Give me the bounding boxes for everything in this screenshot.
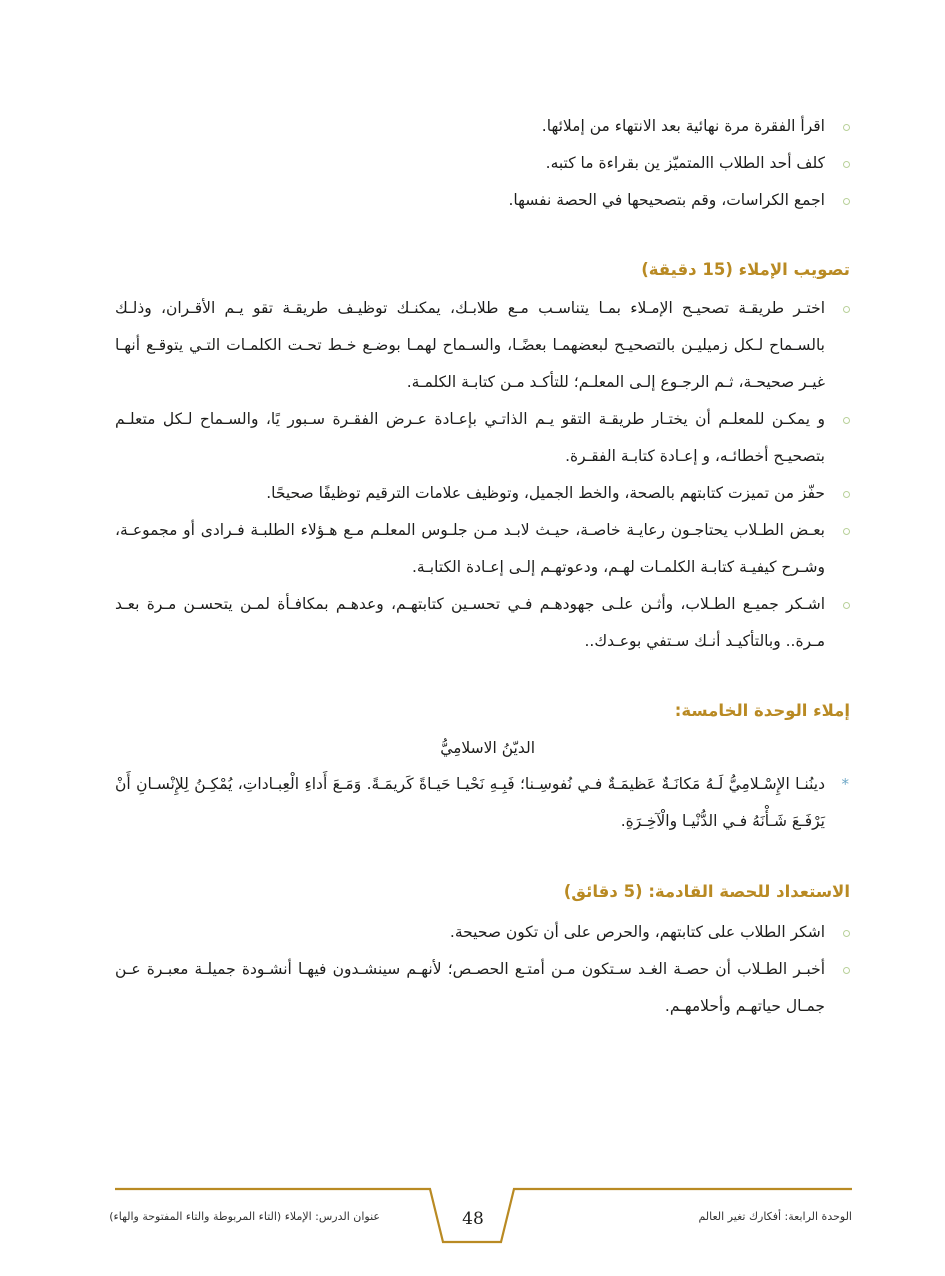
footer-lesson: عنوان الدرس: الإملاء (التاء المربوطة والتاء المفتوحة والهاء) <box>109 1210 380 1223</box>
correction-list <box>115 290 850 660</box>
bullet-circle-icon <box>843 198 850 205</box>
list-item <box>115 182 850 219</box>
list-item <box>115 290 850 401</box>
list-item <box>115 145 850 182</box>
next-lesson-heading: الاستعداد للحصة القادمة: (5 دقائق) <box>563 882 850 901</box>
list-item <box>115 766 850 840</box>
dictation-list <box>115 766 850 840</box>
correction-item-3: حفّز من تميزت كتابتهم بالصحة، والخط الجميل، وتوظيف علامات الترقيم توظيفًا صحيحًا. <box>266 484 825 502</box>
next-lesson-list <box>115 914 850 1025</box>
bullet-circle-icon <box>843 528 850 535</box>
intro-item-3: اجمع الكراسات، وقم بتصحيحها في الحصة نفسها. <box>508 191 825 209</box>
next-lesson-item-2: أخبـر الطـلاب أن حصـة الغـد سـتكون مـن أمتـع الحصـص؛ لأنهـم سينشـدون فيهـا أنشـودة جميلـة معبـرة عـن جمـال حياتهـم وأحلامهـم. <box>115 960 825 1015</box>
intro-item-2: كلف أحد الطلاب االمتميّز ين بقراءة ما كتبه. <box>545 154 825 172</box>
bullet-circle-icon <box>843 602 850 609</box>
list-item <box>115 512 850 586</box>
list-item <box>115 951 850 1025</box>
intro-item-1: اقرأ الفقرة مرة نهائية بعد الانتهاء من إملائها. <box>541 117 825 135</box>
list-item <box>115 108 850 145</box>
dictation-title: الديّنُ الاسلامِيُّ <box>440 739 535 757</box>
page-number: 48 <box>462 1209 484 1229</box>
bullet-circle-icon <box>843 306 850 313</box>
list-item <box>115 401 850 475</box>
correction-heading: تصويب الإملاء (15 دقيقة) <box>641 260 850 279</box>
dictation-heading: إملاء الوحدة الخامسة: <box>674 701 850 720</box>
bullet-circle-icon <box>843 930 850 937</box>
star-bullet-icon: * <box>841 775 849 793</box>
list-item <box>115 586 850 660</box>
bullet-circle-icon <box>843 417 850 424</box>
correction-item-4: بعـض الطـلاب يحتاجـون رعايـة خاصـة، حيـث لابـد مـن جلـوس المعلـم مـع هـؤلاء الطلبـة فـرادى أو مجموعـة، وشـرح كيفيـة كتابـة الكلمـات لهـم، ودعوتهـم إلـى إعـادة الكتابـة. <box>115 521 825 576</box>
dictation-text: دينُنـا الإِسْـلامِيُّ لَـهُ مَكانَـةٌ عَظيمَـةٌ فـي نُفوسِـنا؛ فَبِـهِ نَحْيـا حَيـاةً كَريمَـةً. وَمَـعَ أَداءِ الْعِبـاداتِ، يُمْكِـنُ لِلإِنْسـانِ أَنْ يَرْفَـعَ شَـأْنَهُ فـي الدُّنْيـا والْآخِـرَةِ. <box>115 775 825 830</box>
list-item <box>115 914 850 951</box>
correction-item-5: اشـكر جميـع الطـلاب، وأثـن علـى جهودهـم فـي تحسـين كتابتهـم، وعدهـم بمكافـأة لمـن يتحسـن مـرة بعـد مـرة.. وبالتأكيـد أنـك سـتفي بوعـدك.. <box>115 595 825 650</box>
bullet-circle-icon <box>843 124 850 131</box>
correction-item-1: اختـر طريقـة تصحيـح الإمـلاء بمـا يتناسـب مـع طلابـك، يمكنـك توظيـف طريقـة تقو يـم الأقـران، وذلـك بالسـماح لـكل زميليـن بالتصحيـح لبعضهمـا بعضًـا، والسـماح لهمـا بوضـع خـط تحـت الكلمـات التـي يتوقـع أنهـا غيـر صحيحـة، ثـم الرجـوع إلـى المعلـم؛ للتأكـد مـن كتابـة الكلمـة. <box>115 299 825 391</box>
correction-item-2: و يمكـن للمعلـم أن يختـار طريقـة التقو يـم الذاتـي بإعـادة عـرض الفقـرة سـبور يًا، والسـماح لـكل متعلـم بتصحيـح أخطائـه، و إعـادة كتابـة الفقـرة. <box>115 410 825 465</box>
bullet-circle-icon <box>843 967 850 974</box>
list-item <box>115 475 850 512</box>
footer-unit: الوحدة الرابعة: أفكارك تغير العالم <box>698 1210 852 1223</box>
bullet-circle-icon <box>843 491 850 498</box>
bullet-circle-icon <box>843 161 850 168</box>
next-lesson-item-1: اشكر الطلاب على كتابتهم، والحرص على أن تكون صحيحة. <box>449 923 825 941</box>
intro-list <box>115 108 850 219</box>
